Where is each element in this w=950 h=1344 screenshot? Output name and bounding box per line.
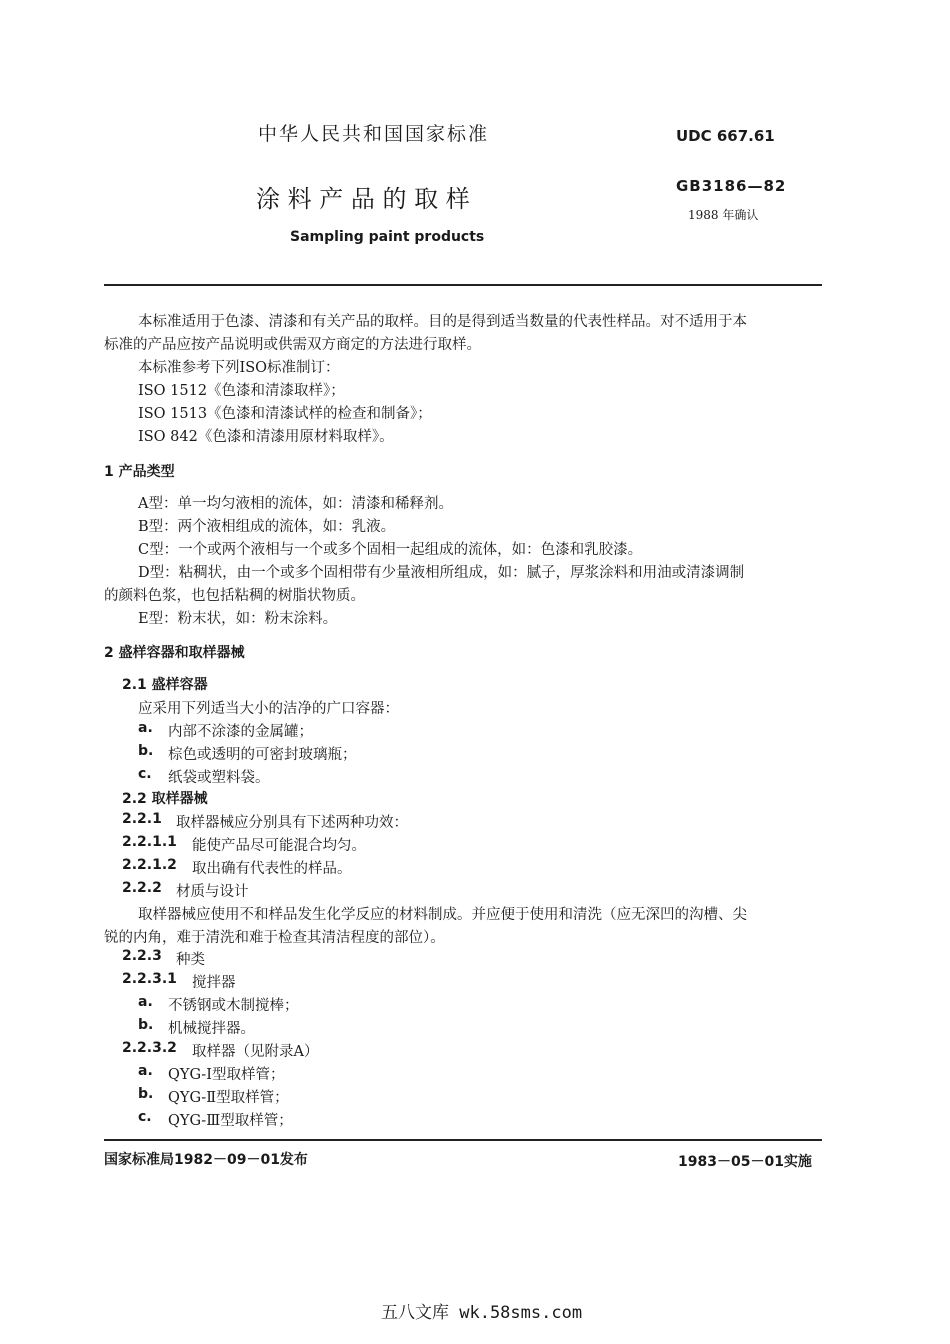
list-item: 不锈钢或木制搅棒； [168, 998, 299, 1014]
list-item: QYG-Ⅲ型取样管； [168, 1113, 293, 1129]
document-title-cn: 涂 料 产 品 的 取 样 [256, 185, 470, 213]
confirmed-year: 1988 年确认 [688, 208, 759, 222]
list-label: a. [138, 720, 153, 736]
list-label: b. [138, 1086, 154, 1102]
clause-number: 2.2.3 [122, 948, 162, 964]
list-label: b. [138, 743, 154, 759]
issue-date: 国家标准局1982－09－01发布 [104, 1152, 308, 1168]
clause-text: 搅拌器 [192, 975, 236, 991]
section21-text: 应采用下列适当大小的洁净的广口容器： [138, 701, 399, 717]
type-d-line1: D型：粘稠状，由一个或多个固相带有少量液相所组成，如：腻子，厚浆涂料和用油或清漆调制 [138, 565, 745, 581]
material-design-line2: 锐的内角，难于清洗和难于检查其清洁程度的部位）。 [104, 930, 445, 946]
list-label: b. [138, 1017, 154, 1033]
clause-number: 2.2.3.2 [122, 1040, 177, 1056]
standard-number: GB3186—82 [676, 177, 787, 195]
type-c: C型：一个或两个液相与一个或多个固相一起组成的流体，如：色漆和乳胶漆。 [138, 542, 643, 558]
list-label: a. [138, 994, 153, 1010]
clause-number: 2.2.3.1 [122, 971, 177, 987]
material-design-line1: 取样器械应使用不和样品发生化学反应的材料制成。并应便于使用和清洗（应无深凹的沟槽、尖 [138, 907, 747, 923]
list-item: 内部不涂漆的金属罐； [168, 724, 313, 740]
effective-date: 1983－05－01实施 [678, 1154, 812, 1170]
clause-number: 2.2.2 [122, 880, 162, 896]
intro-paragraph-line1: 本标准适用于色漆、清漆和有关产品的取样。目的是得到适当数量的代表性样品。对不适用于本 [138, 314, 747, 330]
clause-text: 取样器械应分别具有下述两种功效： [176, 815, 408, 831]
list-label: c. [138, 766, 152, 782]
list-label: a. [138, 1063, 153, 1079]
list-item: QYG-Ⅰ型取样管； [168, 1067, 285, 1083]
header-divider [104, 284, 822, 286]
type-e: E型：粉末状，如：粉末涂料。 [138, 611, 338, 627]
clause-number: 2.2.1 [122, 811, 162, 827]
clause-number: 2.2.1.1 [122, 834, 177, 850]
national-standard-label: 中华人民共和国国家标准 [258, 123, 490, 145]
clause-text: 种类 [176, 952, 205, 968]
list-item: 机械搅拌器。 [168, 1021, 255, 1037]
section22-heading: 2.2 取样器械 [122, 791, 208, 807]
clause-text: 材质与设计 [176, 884, 249, 900]
list-item: 棕色或透明的可密封玻璃瓶； [168, 747, 357, 763]
section21-heading: 2.1 盛样容器 [122, 677, 208, 693]
reference-iso1512: ISO 1512《色漆和清漆取样》； [138, 383, 345, 399]
type-a: A型：单一均匀液相的流体，如：清漆和稀释剂。 [138, 496, 453, 512]
list-item: QYG-Ⅱ型取样管； [168, 1090, 289, 1106]
type-d-line2: 的颜料色浆，也包括粘稠的树脂状物质。 [104, 588, 365, 604]
intro-paragraph-line2: 标准的产品应按产品说明或供需双方商定的方法进行取样。 [104, 337, 481, 353]
reference-iso1513: ISO 1513《色漆和清漆试样的检查和制备》； [138, 406, 432, 422]
reference-iso842: ISO 842《色漆和清漆用原材料取样》。 [138, 429, 394, 445]
type-b: B型：两个液相组成的流体，如：乳液。 [138, 519, 396, 535]
footer-divider [104, 1139, 822, 1141]
section1-heading: 1 产品类型 [104, 464, 175, 480]
clause-text: 能使产品尽可能混合均匀。 [192, 838, 366, 854]
udc-code: UDC 667.61 [676, 127, 775, 145]
list-item: 纸袋或塑料袋。 [168, 770, 270, 786]
clause-text: 取样器（见附录A） [192, 1044, 319, 1060]
watermark: 五八文库 wk.58sms.com [381, 1303, 583, 1323]
clause-text: 取出确有代表性的样品。 [192, 861, 352, 877]
document-title-en: Sampling paint products [290, 229, 485, 245]
reference-intro: 本标准参考下列ISO标准制订： [138, 360, 340, 376]
section2-heading: 2 盛样容器和取样器械 [104, 645, 245, 661]
list-label: c. [138, 1109, 152, 1125]
clause-number: 2.2.1.2 [122, 857, 177, 873]
